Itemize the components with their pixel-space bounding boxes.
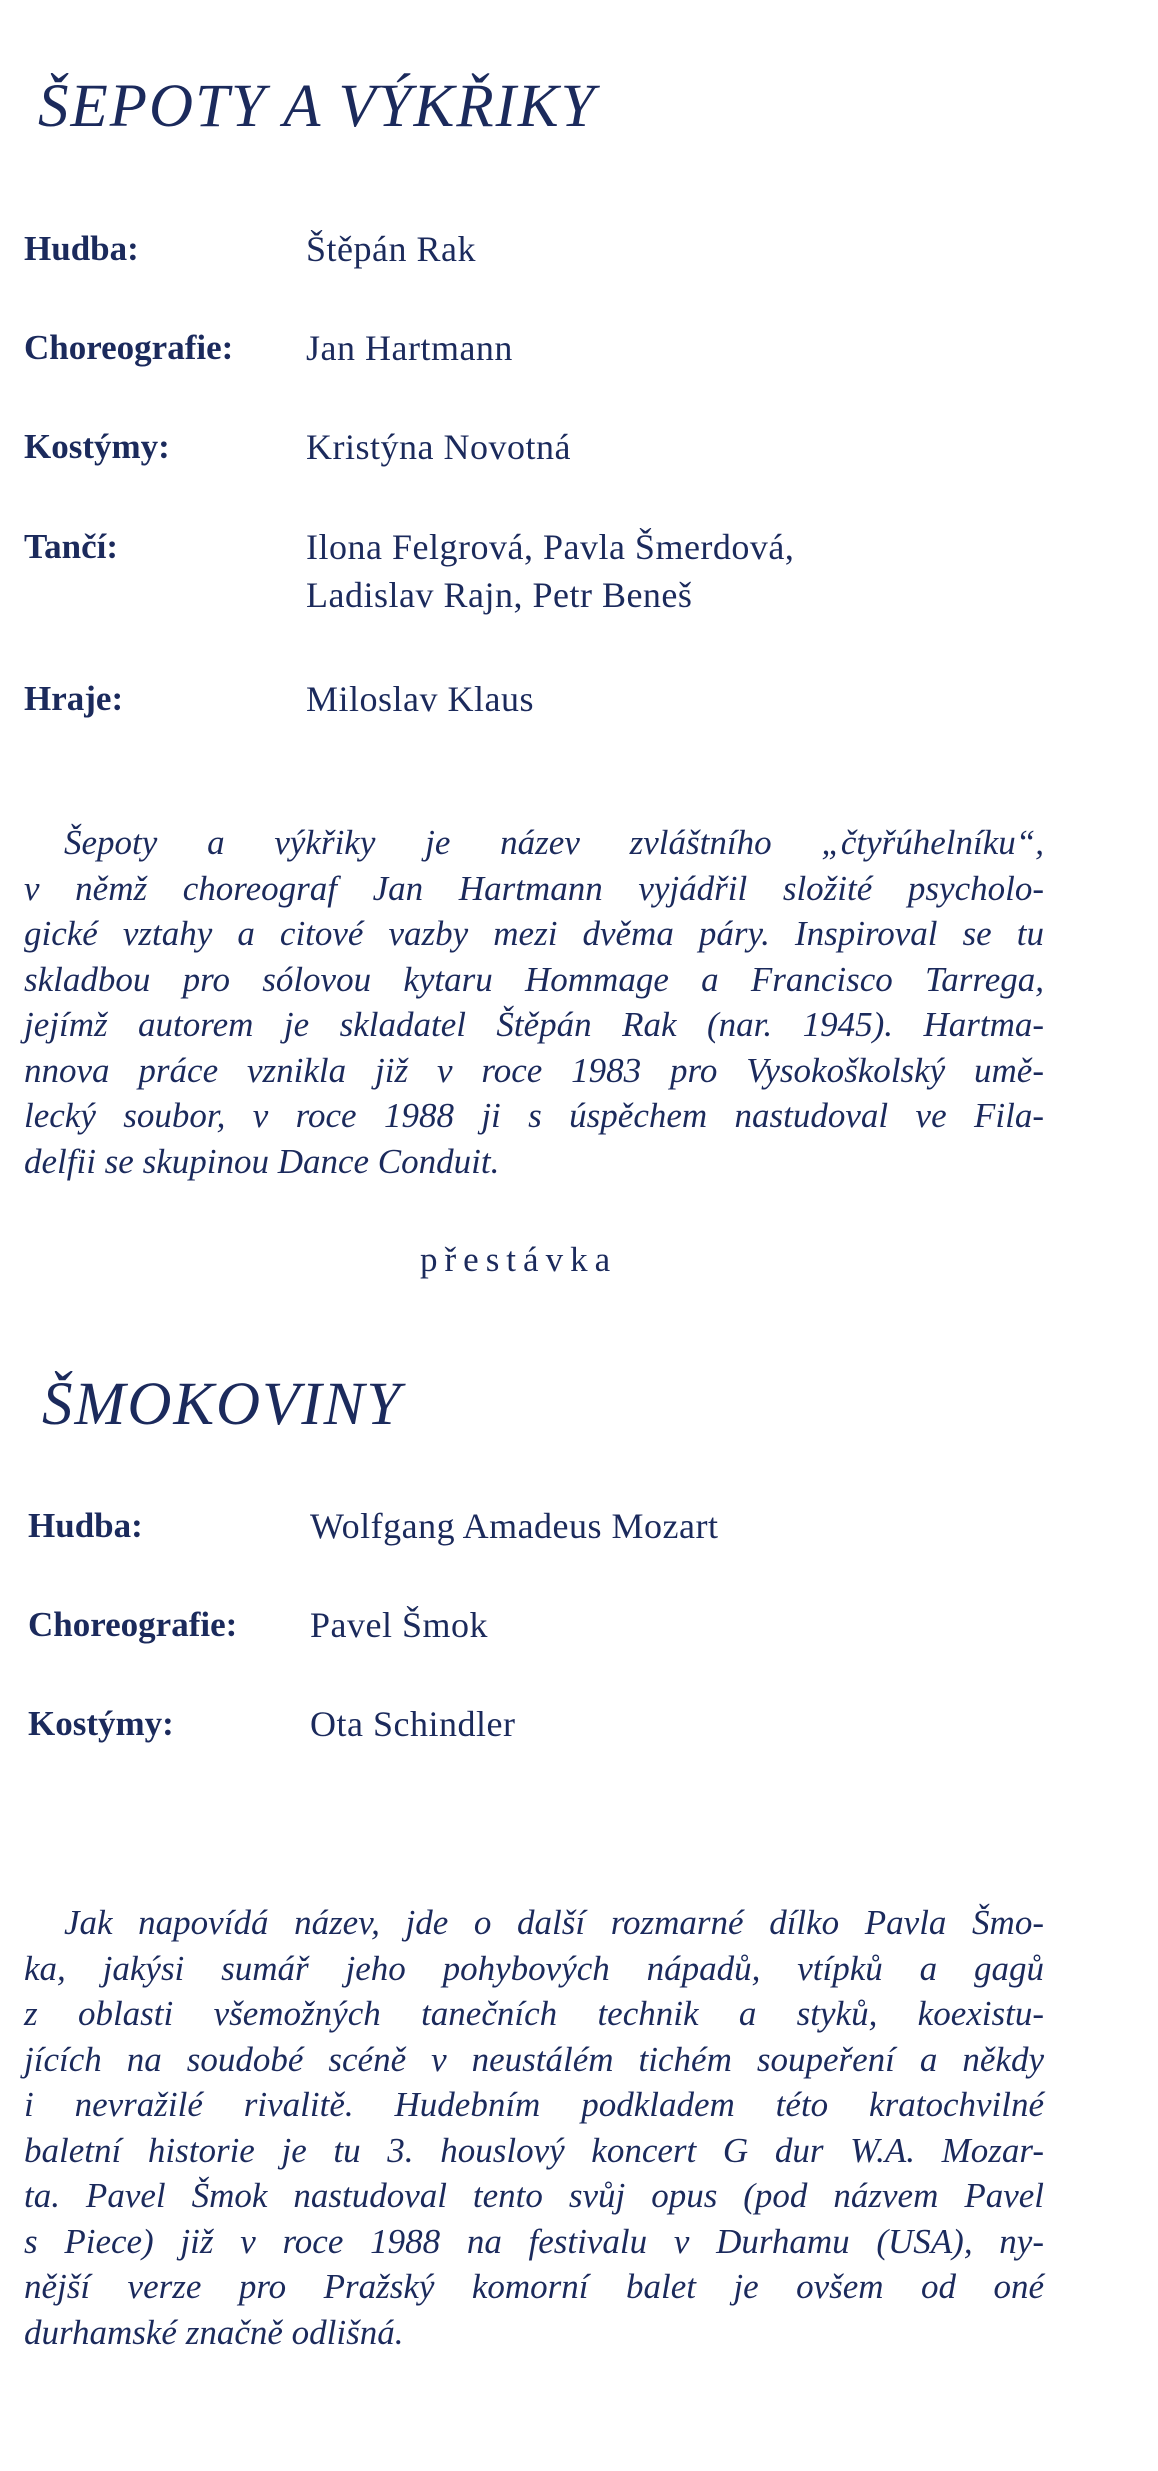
credit-value <box>306 675 534 723</box>
description-line: gické vztahy a citové vazby mezi dvěma páry. Inspiroval se tu <box>24 914 1044 953</box>
credit-label: Hudba: <box>24 229 139 268</box>
description-line: nější verze pro Pražský komorní balet je ovšem od oné <box>24 2267 1044 2306</box>
credit-value-line: Ladislav Rajn, Petr Beneš <box>306 575 693 615</box>
credit-value <box>310 1502 719 1550</box>
credit-value <box>306 324 513 372</box>
credit-label: Choreografie: <box>24 328 234 367</box>
piece-title: ŠEPOTY A VÝKŘIKY <box>38 73 597 140</box>
credit-label: Choreografie: <box>28 1605 238 1644</box>
description-line: skladbou pro sólovou kytaru Hommage a Francisco Tarrega, <box>24 959 1044 999</box>
credit-value <box>306 523 794 619</box>
description-line: delfii se skupinou Dance Conduit. <box>24 1141 500 1181</box>
credit-value-line: Štěpán Rak <box>306 229 476 269</box>
credit-value-line: Pavel Šmok <box>310 1605 489 1645</box>
description-line: Jak napovídá název, jde o další rozmarné dílko Pavla Šmo- <box>64 1903 1044 1942</box>
description-line: lecký soubor, v roce 1988 ji s úspěchem nastudoval ve Fila- <box>24 1096 1044 1135</box>
description-line: Šepoty a výkřiky je název zvláštního „čtyřúhelníku“, <box>64 823 1044 862</box>
description-line: ta. Pavel Šmok nastudoval tento svůj opus (pod názvem Pavel <box>24 2176 1044 2215</box>
description-line: ka, jakýsi sumář jeho pohybových nápadů, vtípků a gagů <box>24 1948 1044 1988</box>
intermission-label: přestávka <box>420 1240 618 1279</box>
credit-value-line: Kristýna Novotná <box>306 427 571 467</box>
description-line: jejímž autorem je skladatel Štěpán Rak (nar. 1945). Hartma- <box>24 1005 1044 1044</box>
credit-value <box>306 423 571 471</box>
credit-value-line: Jan Hartmann <box>306 328 513 368</box>
credit-value <box>306 225 476 273</box>
credit-label: Hudba: <box>28 1506 143 1545</box>
description-line: z oblasti všemožných tanečních technik a styků, koexistu- <box>24 1994 1044 2033</box>
credit-label: Kostýmy: <box>24 427 170 466</box>
description-line: nnova práce vznikla již v roce 1983 pro Vysokoškolský umě- <box>24 1050 1044 1090</box>
piece-description <box>24 820 1044 1184</box>
credit-label: Tančí: <box>24 527 119 566</box>
credit-value-line: Wolfgang Amadeus Mozart <box>310 1506 719 1546</box>
credit-value-line: Miloslav Klaus <box>306 679 534 719</box>
credit-value <box>310 1601 488 1649</box>
description-line: i nevražilé rivalitě. Hudebním podkladem této kratochvilné <box>24 2085 1044 2124</box>
credit-value-line: Ilona Felgrová, Pavla Šmerdová, <box>306 527 795 567</box>
credit-value-line: Ota Schindler <box>310 1704 516 1744</box>
description-line: durhamské značně odlišná. <box>24 2312 404 2352</box>
piece-title: ŠMOKOVINY <box>42 1371 403 1438</box>
piece-description <box>24 1900 1044 2355</box>
description-line: baletní historie je tu 3. houslový koncert G dur W.A. Mozar- <box>24 2130 1044 2170</box>
description-line: s Piece) již v roce 1988 na festivalu v Durhamu (USA), ny- <box>24 2221 1044 2261</box>
description-line: jících na soudobé scéně v neustálém tichém soupeření a někdy <box>24 2039 1044 2079</box>
credit-value <box>310 1700 515 1748</box>
description-line: v němž choreograf Jan Hartmann vyjádřil složité psycholo- <box>24 868 1044 908</box>
credit-label: Hraje: <box>24 679 124 718</box>
credit-label: Kostýmy: <box>28 1704 174 1743</box>
